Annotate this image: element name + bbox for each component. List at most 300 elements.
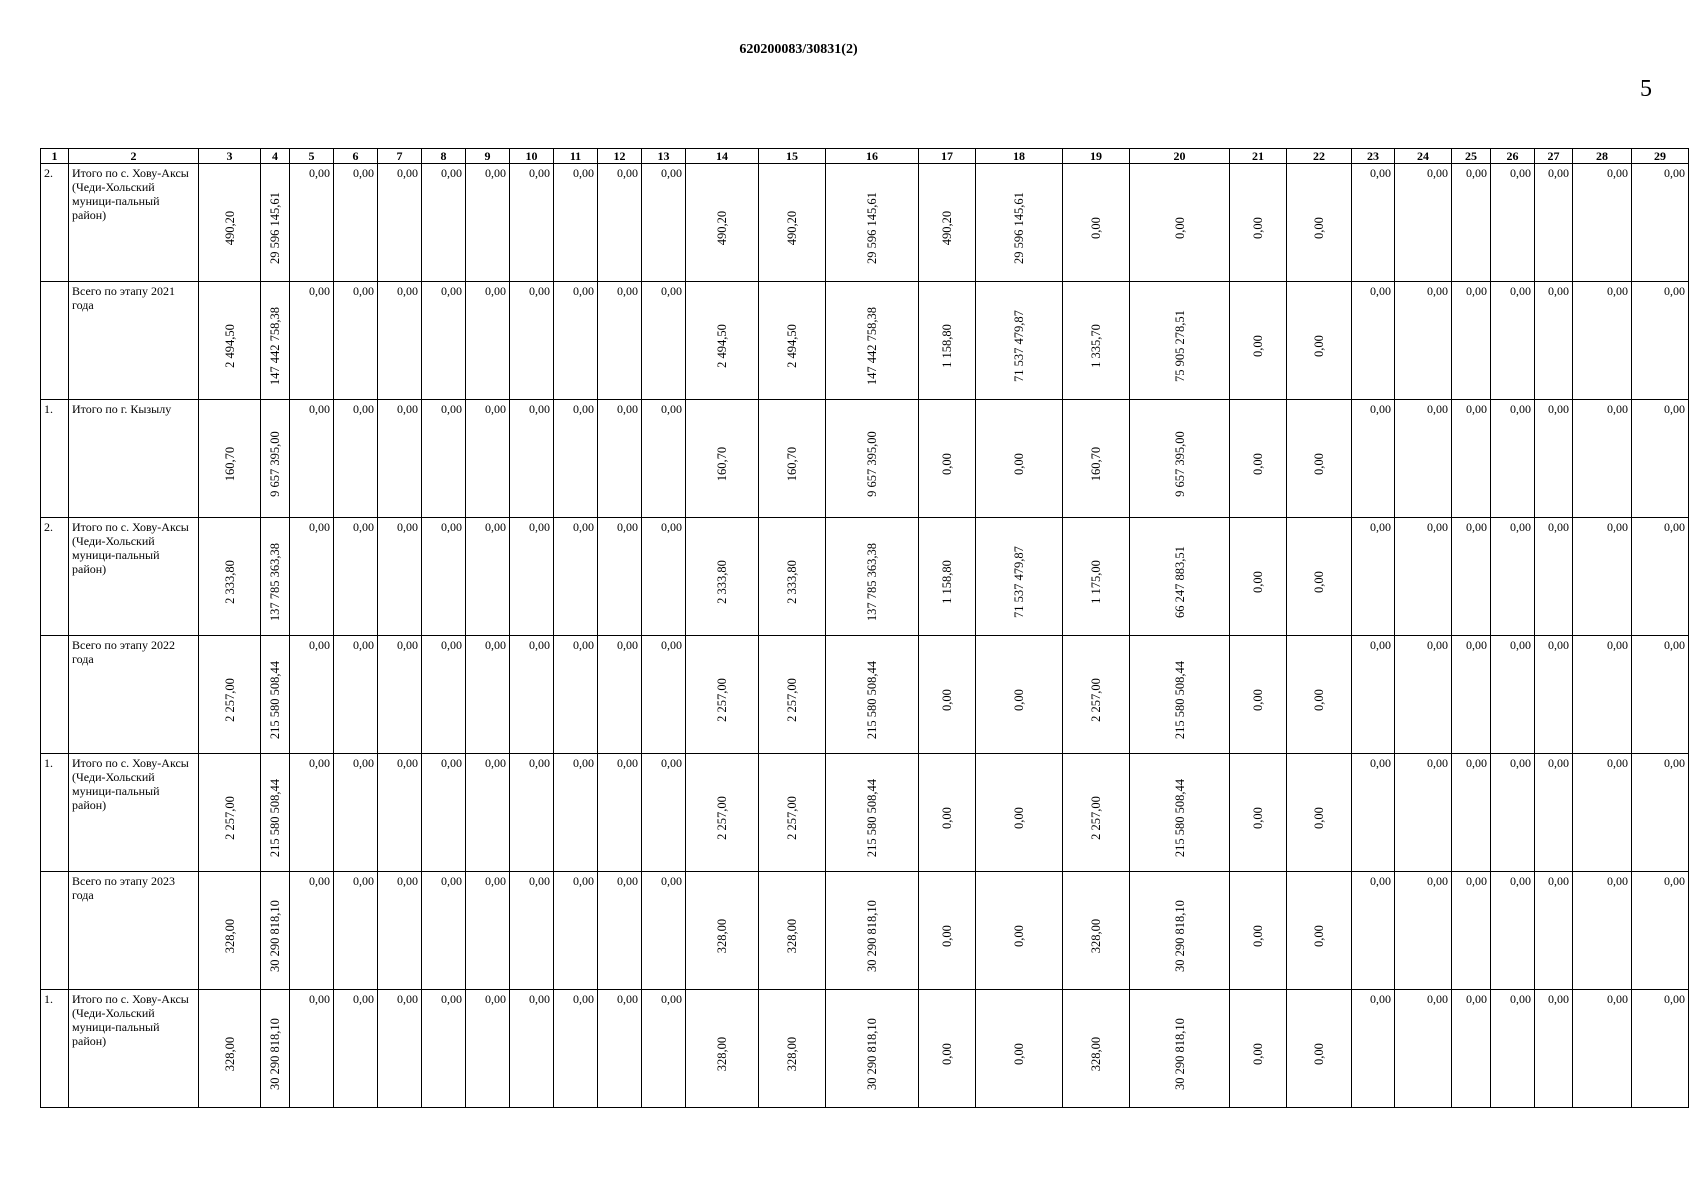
small-value: 0,00 [642,754,686,872]
area-total: 2 257,00 [715,796,729,841]
area-value: 2 257,00 [222,678,237,723]
cost-value-cell [1130,872,1230,990]
area-value: 0,00 [940,453,954,476]
column-number-header: 18 [976,149,1063,164]
cost-value: 215 580 508,44 [268,779,282,858]
small-value: 0,00 [334,872,378,990]
column-number-header: 24 [1395,149,1452,164]
tail-value: 0,00 [1535,990,1573,1108]
tail-value: 0,00 [1573,282,1632,400]
area-value: 490,20 [940,211,954,246]
area-value-cell [1230,282,1287,400]
small-value: 0,00 [378,990,422,1108]
cost-value-cell [826,400,919,518]
cost-value-cell [826,164,919,282]
area-value: 0,00 [1251,807,1265,830]
area-value-cell [759,990,826,1108]
tail-value: 0,00 [1452,872,1491,990]
cost-value: 137 785 363,38 [268,543,282,622]
column-number-header: 13 [642,149,686,164]
small-value: 0,00 [334,518,378,636]
area-value-cell [1230,400,1287,518]
small-value: 0,00 [554,990,598,1108]
small-value: 0,00 [642,636,686,754]
small-value: 0,00 [378,754,422,872]
tail-value: 0,00 [1491,518,1535,636]
area-value: 0,00 [940,1043,954,1066]
area-value-cell [199,636,261,754]
column-number-header: 5 [290,149,334,164]
area-value: 328,00 [222,1037,237,1072]
tail-value: 0,00 [1491,636,1535,754]
area-value-cell [1063,164,1130,282]
area-value-cell [1063,282,1130,400]
tail-value: 0,00 [1491,164,1535,282]
row-number: 2. [41,164,69,282]
column-number-header: 6 [334,149,378,164]
cost-value: 215 580 508,44 [865,779,879,858]
small-value: 0,00 [598,872,642,990]
area-value: 1 158,80 [940,324,954,369]
cost-value: 0,00 [1312,217,1326,240]
area-value: 490,20 [222,211,237,246]
cost-value: 29 596 145,61 [865,192,879,265]
area-value-cell [759,872,826,990]
small-value: 0,00 [334,990,378,1108]
small-value: 0,00 [466,400,510,518]
cost-value-cell [261,164,290,282]
column-number-header: 10 [510,149,554,164]
tail-value: 0,00 [1452,636,1491,754]
area-value: 0,00 [940,689,954,712]
cost-value: 30 290 818,10 [1172,900,1187,973]
area-value: 0,00 [1251,217,1265,240]
area-value-cell [1230,636,1287,754]
tail-value: 0,00 [1632,872,1689,990]
tail-value: 0,00 [1573,754,1632,872]
small-value: 0,00 [378,400,422,518]
cost-value: 215 580 508,44 [865,661,879,740]
small-value: 0,00 [466,282,510,400]
area-total: 328,00 [715,1037,729,1072]
area-value: 328,00 [1089,1037,1103,1072]
area-value-cell [759,636,826,754]
cost-value-cell [1130,518,1230,636]
cost-value: 9 657 395,00 [268,431,282,498]
cost-value: 71 537 479,87 [1012,310,1026,383]
cost-value-cell [1287,518,1352,636]
cost-value-cell [1287,636,1352,754]
tail-value: 0,00 [1573,518,1632,636]
column-number-header: 19 [1063,149,1130,164]
tail-value: 0,00 [1632,400,1689,518]
area-total: 2 494,50 [715,324,729,369]
row-label: Всего по этапу 2022 года [69,636,199,754]
tail-value: 0,00 [1395,518,1452,636]
tail-value: 0,00 [1352,990,1395,1108]
small-value: 0,00 [466,164,510,282]
column-number-header: 11 [554,149,598,164]
cost-value: 0,00 [1312,1043,1326,1066]
small-value: 0,00 [334,636,378,754]
small-value: 0,00 [598,990,642,1108]
tail-value: 0,00 [1573,872,1632,990]
tail-value: 0,00 [1395,636,1452,754]
area-total-cell [686,518,759,636]
area-value: 2 494,50 [785,324,799,369]
tail-value: 0,00 [1352,636,1395,754]
cost-value: 0,00 [1012,1043,1026,1066]
area-value-cell [919,400,976,518]
tail-value: 0,00 [1632,282,1689,400]
cost-value: 0,00 [1312,689,1326,712]
small-value: 0,00 [554,754,598,872]
area-value-cell [919,518,976,636]
small-value: 0,00 [642,872,686,990]
column-number-header: 28 [1573,149,1632,164]
area-total-cell [686,282,759,400]
column-number-header: 14 [686,149,759,164]
area-value-cell [199,164,261,282]
area-value: 2 257,00 [222,796,237,841]
table-row [41,282,1689,400]
area-value: 0,00 [1251,925,1265,948]
cost-value: 0,00 [1312,453,1326,476]
area-value-cell [919,636,976,754]
area-total-cell [686,400,759,518]
small-value: 0,00 [334,282,378,400]
area-total: 328,00 [715,919,729,954]
cost-value-cell [261,754,290,872]
row-label: Итого по с. Хову-Аксы (Чеди-Хольский муници-пальный район) [69,518,199,636]
tail-value: 0,00 [1352,164,1395,282]
tail-value: 0,00 [1352,282,1395,400]
small-value: 0,00 [554,636,598,754]
column-number-header: 17 [919,149,976,164]
area-value-cell [919,754,976,872]
area-value-cell [759,282,826,400]
cost-value: 30 290 818,10 [1172,1018,1187,1091]
tail-value: 0,00 [1535,518,1573,636]
cost-value: 29 596 145,61 [1012,192,1026,265]
cost-value: 215 580 508,44 [268,661,282,740]
area-value: 2 333,80 [785,560,799,605]
table-row [41,164,1689,282]
area-value-cell [759,164,826,282]
area-value: 0,00 [1251,1043,1265,1066]
row-number [41,636,69,754]
area-value: 0,00 [1251,571,1265,594]
small-value: 0,00 [422,282,466,400]
area-value-cell [1063,400,1130,518]
small-value: 0,00 [466,636,510,754]
cost-value-cell [1130,400,1230,518]
small-value: 0,00 [598,636,642,754]
cost-value-cell [1130,282,1230,400]
cost-value: 0,00 [1012,689,1026,712]
area-value-cell [199,990,261,1108]
cost-value-cell [1130,636,1230,754]
area-value-cell [919,872,976,990]
area-value: 490,20 [785,211,799,246]
cost-value-cell [976,518,1063,636]
small-value: 0,00 [510,990,554,1108]
cost-value-cell [261,990,290,1108]
area-total: 490,20 [715,211,729,246]
area-total: 2 257,00 [715,678,729,723]
cost-value-cell [1287,754,1352,872]
area-total-cell [686,872,759,990]
column-number-header: 4 [261,149,290,164]
tail-value: 0,00 [1395,872,1452,990]
cost-value-cell [976,754,1063,872]
tail-value: 0,00 [1535,872,1573,990]
small-value: 0,00 [422,636,466,754]
area-value: 160,70 [785,447,799,482]
cost-value-cell [976,990,1063,1108]
small-value: 0,00 [598,518,642,636]
small-value: 0,00 [510,282,554,400]
tail-value: 0,00 [1395,400,1452,518]
tail-value: 0,00 [1573,636,1632,754]
small-value: 0,00 [598,282,642,400]
column-number-header: 12 [598,149,642,164]
small-value: 0,00 [642,518,686,636]
cost-value: 30 290 818,10 [865,1018,879,1091]
table-row [41,636,1689,754]
small-value: 0,00 [510,400,554,518]
page-number: 5 [1640,76,1652,102]
cost-value: 30 290 818,10 [865,900,879,973]
cost-value: 0,00 [1312,925,1326,948]
area-total-cell [686,754,759,872]
column-number-header: 29 [1632,149,1689,164]
row-label: Всего по этапу 2023 года [69,872,199,990]
cost-value: 215 580 508,44 [1172,779,1187,858]
small-value: 0,00 [422,872,466,990]
small-value: 0,00 [510,872,554,990]
small-value: 0,00 [290,400,334,518]
tail-value: 0,00 [1491,400,1535,518]
small-value: 0,00 [334,754,378,872]
area-value: 328,00 [785,919,799,954]
small-value: 0,00 [554,282,598,400]
area-value: 2 257,00 [1089,678,1103,723]
cost-value-cell [826,872,919,990]
small-value: 0,00 [466,518,510,636]
cost-value-cell [976,282,1063,400]
small-value: 0,00 [466,872,510,990]
area-value-cell [1063,872,1130,990]
cost-value-cell [976,872,1063,990]
row-label: Всего по этапу 2021 года [69,282,199,400]
tail-value: 0,00 [1395,990,1452,1108]
cost-value-cell [826,990,919,1108]
row-number: 1. [41,400,69,518]
small-value: 0,00 [510,636,554,754]
tail-value: 0,00 [1573,164,1632,282]
area-value-cell [1063,990,1130,1108]
area-value: 0,00 [1251,335,1265,358]
small-value: 0,00 [598,164,642,282]
column-number-header: 15 [759,149,826,164]
area-value: 2 257,00 [1089,796,1103,841]
tail-value: 0,00 [1535,754,1573,872]
cost-value: 0,00 [1012,807,1026,830]
row-number [41,282,69,400]
cost-value: 0,00 [1312,335,1326,358]
area-value-cell [199,872,261,990]
area-value: 0,00 [940,807,954,830]
area-value: 2 257,00 [785,796,799,841]
tail-value: 0,00 [1573,990,1632,1108]
tail-value: 0,00 [1491,990,1535,1108]
cost-value: 30 290 818,10 [268,1018,282,1091]
cost-value-cell [1287,990,1352,1108]
area-value-cell [199,282,261,400]
small-value: 0,00 [422,990,466,1108]
column-number-header: 7 [378,149,422,164]
cost-value-cell [1130,990,1230,1108]
cost-value-cell [1287,872,1352,990]
area-total: 160,70 [715,447,729,482]
area-value-cell [759,518,826,636]
row-label: Итого по с. Хову-Аксы (Чеди-Хольский муници-пальный район) [69,164,199,282]
tail-value: 0,00 [1352,754,1395,872]
small-value: 0,00 [290,754,334,872]
column-number-header: 27 [1535,149,1573,164]
cost-value-cell [261,518,290,636]
small-value: 0,00 [290,282,334,400]
tail-value: 0,00 [1452,518,1491,636]
column-number-header: 16 [826,149,919,164]
small-value: 0,00 [642,282,686,400]
row-label: Итого по с. Хову-Аксы (Чеди-Хольский муници-пальный район) [69,754,199,872]
document-id: 620200083/30831(2) [739,42,858,57]
small-value: 0,00 [422,518,466,636]
tail-value: 0,00 [1352,400,1395,518]
area-value: 1 158,80 [940,560,954,605]
area-value: 2 257,00 [785,678,799,723]
area-value-cell [759,400,826,518]
cost-value-cell [261,636,290,754]
cost-value-cell [826,636,919,754]
tail-value: 0,00 [1535,400,1573,518]
cost-value-cell [1287,282,1352,400]
small-value: 0,00 [642,164,686,282]
tail-value: 0,00 [1452,282,1491,400]
cost-value: 71 537 479,87 [1012,546,1026,619]
area-value-cell [1063,518,1130,636]
cost-value: 9 657 395,00 [865,431,879,498]
column-number-header: 21 [1230,149,1287,164]
area-value: 160,70 [222,447,237,482]
tail-value: 0,00 [1352,518,1395,636]
small-value: 0,00 [554,164,598,282]
tail-value: 0,00 [1535,636,1573,754]
column-number-header: 20 [1130,149,1230,164]
cost-value: 147 442 758,38 [268,307,282,386]
tail-value: 0,00 [1632,754,1689,872]
small-value: 0,00 [422,754,466,872]
cost-value: 0,00 [1312,571,1326,594]
tail-value: 0,00 [1395,164,1452,282]
area-value-cell [1230,164,1287,282]
table-row [41,518,1689,636]
cost-value: 29 596 145,61 [268,192,282,265]
small-value: 0,00 [642,400,686,518]
table-row [41,754,1689,872]
cost-value: 0,00 [1172,217,1187,240]
small-value: 0,00 [290,636,334,754]
cost-value: 215 580 508,44 [1172,661,1187,740]
cost-value: 0,00 [1012,453,1026,476]
area-value-cell [1230,990,1287,1108]
data-table [40,148,1689,1108]
tail-value: 0,00 [1452,164,1491,282]
tail-value: 0,00 [1491,872,1535,990]
tail-value: 0,00 [1535,164,1573,282]
cost-value-cell [1130,754,1230,872]
column-number-row [41,149,1689,164]
column-number-header: 25 [1452,149,1491,164]
tail-value: 0,00 [1352,872,1395,990]
area-value-cell [919,990,976,1108]
cost-value-cell [976,400,1063,518]
tail-value: 0,00 [1395,282,1452,400]
cost-value: 75 905 278,51 [1172,310,1187,383]
tail-value: 0,00 [1632,636,1689,754]
row-number: 2. [41,518,69,636]
column-number-header: 9 [466,149,510,164]
cost-value-cell [826,518,919,636]
row-number [41,872,69,990]
small-value: 0,00 [378,872,422,990]
small-value: 0,00 [290,872,334,990]
area-value: 0,00 [1251,453,1265,476]
area-value-cell [1230,872,1287,990]
cost-value-cell [976,636,1063,754]
tail-value: 0,00 [1632,518,1689,636]
cost-value-cell [1287,164,1352,282]
cost-value-cell [261,282,290,400]
cost-value-cell [1287,400,1352,518]
column-number-header: 8 [422,149,466,164]
tail-value: 0,00 [1395,754,1452,872]
tail-value: 0,00 [1491,754,1535,872]
small-value: 0,00 [290,518,334,636]
row-number: 1. [41,754,69,872]
area-total-cell [686,164,759,282]
cost-value-cell [1130,164,1230,282]
area-value-cell [1063,636,1130,754]
cost-value-cell [976,164,1063,282]
tail-value: 0,00 [1491,282,1535,400]
cost-value: 0,00 [1012,925,1026,948]
cost-value: 66 247 883,51 [1172,546,1187,619]
tail-value: 0,00 [1632,164,1689,282]
small-value: 0,00 [510,164,554,282]
cost-value-cell [826,754,919,872]
area-total-cell [686,636,759,754]
cost-value: 30 290 818,10 [268,900,282,973]
small-value: 0,00 [554,518,598,636]
area-value-cell [919,164,976,282]
cost-value-cell [826,282,919,400]
cost-value: 9 657 395,00 [1172,431,1187,498]
cost-value-cell [261,872,290,990]
tail-value: 0,00 [1573,400,1632,518]
